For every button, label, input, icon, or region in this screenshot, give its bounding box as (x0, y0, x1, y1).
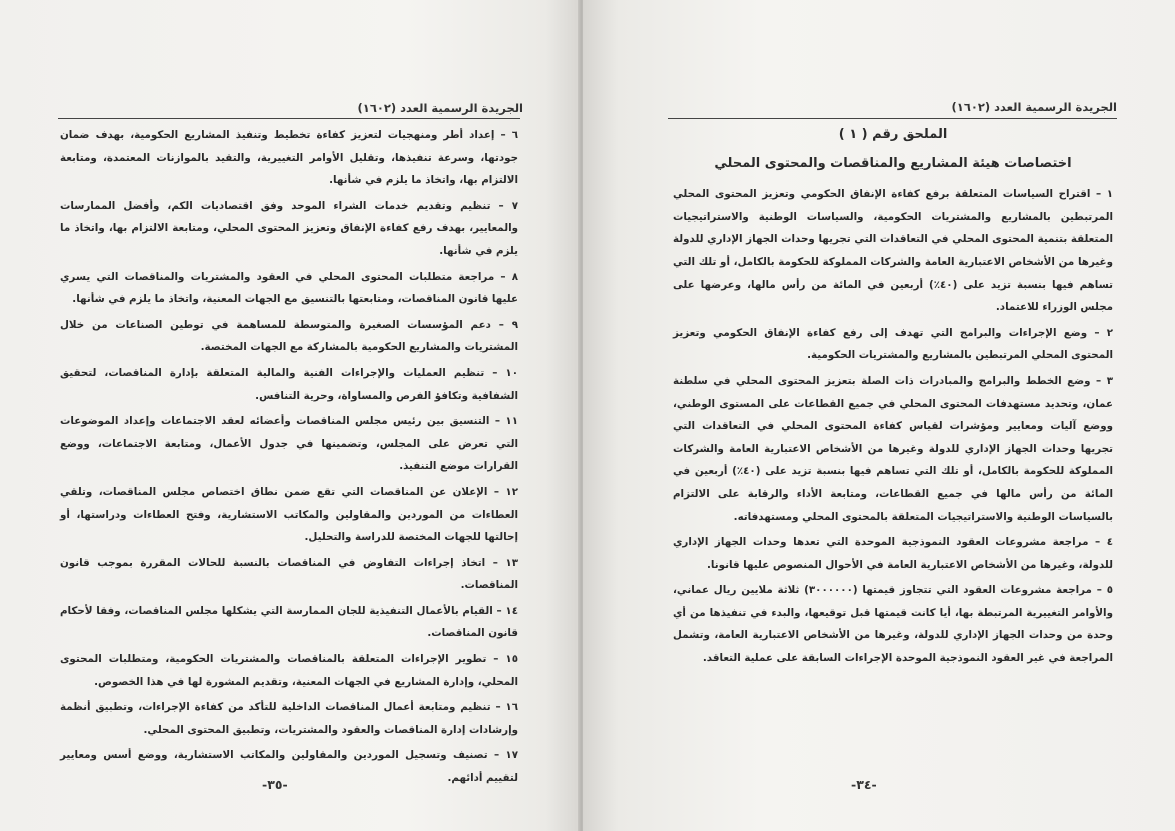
running-header: الجريدة الرسمية العدد (١٦٠٢) (357, 101, 523, 115)
page-number: -٣٤- (851, 777, 877, 792)
list-item: ١٠ – تنظيم العمليات والإجراءات الفنية والمالية المتعلقة بإدارة المناقصات، لتحقيق الشفافية وتكافؤ الفرص والمساواة، وحرية التنافس. (60, 366, 518, 402)
annex-title: الملحق رقم ( ١ ) (838, 127, 948, 142)
list-item: ٧ – تنظيم وتقديم خدمات الشراء الموحد وفق اقتصاديات الكم، وأفضل الممارسات والمعايير، بهدف رفع كفاءة الإنفاق وتعزيز المحتوى المحلي، ومتابعة الالتزام بها، واتخاذ ما يلزم في شأنها. (60, 199, 518, 257)
list-item: ١٢ – الإعلان عن المناقصات التي تقع ضمن نطاق اختصاص مجلس المناقصات، وتلقي العطاءات من الموردين والمقاولين والمكاتب الاستشارية، وفتح العطاءات ودراستها، أو إحالتها للجهات المختصة للدراسة والتحليل. (60, 485, 518, 544)
left-body (60, 124, 518, 793)
right-body (673, 124, 1113, 673)
list-item: ٢ – وضع الإجراءات والبرامج التي تهدف إلى رفع كفاءة الإنفاق الحكومي وتعزيز المحتوى المحلي المرتبطين بالمشاريع والمشتريات الحكومية. (673, 326, 1113, 362)
list-item: ٨ – مراجعة متطلبات المحتوى المحلي في العقود والمشتريات والمناقصات التي يسري عليها قانون المناقصات، ومتابعتها بالتنسيق مع الجهات المعنية، واتخاذ ما يلزم في شأنها. (60, 270, 518, 306)
list-item: ٥ – مراجعة مشروعات العقود التي تتجاوز قيمتها (٣٠٠٠٠٠٠) ثلاثة ملايين ريال عماني، والأوامر التغييرية المرتبطة بها، أيا كانت قيمتها قبل توقيعها، والبدء في تنفيذها من أي وحدة من وحدات الجهاز الإداري للدولة، وغيرها من الأشخاص الاعتبارية العامة، وتشمل المراجعة في غير العقود النموذجية الموحدة الإجراءات السابقة على عملية التعاقد. (673, 584, 1113, 665)
header-rule (668, 118, 1117, 119)
list-item: ١٤ – القيام بالأعمال التنفيذية للجان الممارسة التي يشكلها مجلس المناقصات، وفقا لأحكام قانون المناقصات. (60, 604, 518, 640)
list-item: ١٣ – اتخاذ إجراءات التفاوض في المناقصات بالنسبة للحالات المقررة بموجب قانون المناقصات. (60, 556, 518, 592)
left-page (0, 0, 580, 831)
list-item: ١ – اقتراح السياسات المتعلقة برفع كفاءة الإنفاق الحكومي وتعزيز المحتوى المحلي المرتبطين بالمشاريع والمشتريات الحكومية، والسياسات الوطنية والاستراتيجيات المتعلقة بتنمية المحتوى المحلي في التعاقدات التي تجريها وحدات الجهاز الإداري للدولة وغيرها من الأشخاص الاعتبارية العامة والشركات المملوكة للحكومة بالكامل، أو تلك التي تساهم فيها بنسبة تزيد على (٤٠٪) أربعين في المائة من رأس مالها، وعرضها على مجلس الوزراء للاعتماد. (673, 188, 1113, 314)
list-item: ١١ – التنسيق بين رئيس مجلس المناقصات وأعضائه لعقد الاجتماعات وإعداد الموضوعات التي تعرض على المجلس، وتضمينها في جدول الأعمال، ومتابعة الاجتماعات، ووضع القرارات موضع التنفيذ. (60, 415, 518, 473)
right-page (583, 0, 1175, 831)
section-title: اختصاصات هيئة المشاريع والمناقصات والمحتوى المحلي (714, 155, 1072, 171)
running-header: الجريدة الرسمية العدد (١٦٠٢) (951, 100, 1117, 114)
list-item: ١٦ – تنظيم ومتابعة أعمال المناقصات الداخلية للتأكد من كفاءة الإجراءات، وتطبيق أنظمة وإرشادات إدارة المناقصات والعقود والمشتريات، وتطبيق المحتوى المحلي. (60, 701, 518, 736)
list-item: ٤ – مراجعة مشروعات العقود النموذجية الموحدة التي تعدها وحدات الجهاز الإداري للدولة، وغيرها من الأشخاص الاعتبارية العامة في الأحوال المنصوص عليها قانونا. (673, 536, 1113, 571)
list-item: ٩ – دعم المؤسسات الصغيرة والمتوسطة للمساهمة في توطين الصناعات من خلال المشتريات والمشاريع الحكومية بالمشاركة مع الجهات المختصة. (60, 318, 518, 354)
header-rule (58, 118, 520, 119)
list-item: ٣ – وضع الخطط والبرامج والمبادرات ذات الصلة بتعزيز المحتوى المحلي في سلطنة عمان، وتحديد مستهدفات المحتوى المحلي في جميع القطاعات على المستوى الوطني، ووضع آليات ومعايير ومؤشرات لقياس كفاءة المحتوى المحلي في التعاقدات التي تجريها وحدات الجهاز الإداري للدولة وغيرها من الأشخاص الاعتبارية العامة والشركات المملوكة للحكومة بالكامل، أو تلك التي تساهم فيها بنسبة تزيد على (٤٠٪) أربعين في المائة من رأس مالها في جميع القطاعات، ومتابعة الأداء والرقابة على الالتزام بالسياسات الوطنية والاستراتيجيات المتعلقة بالمحتوى المحلي ومستهدفاته. (673, 374, 1113, 523)
list-item: ١٧ – تصنيف وتسجيل الموردين والمقاولين والمكاتب الاستشارية، ووضع أسس ومعايير لتقييم أدائهم. (60, 749, 518, 785)
list-item: ٦ – إعداد أطر ومنهجيات لتعزيز كفاءة تخطيط وتنفيذ المشاريع الحكومية، بهدف ضمان جودتها، وسرعة تنفيذها، وتقليل الأوامر التغييرية، والتقيد بالموازنات المعتمدة، ومتابعة الالتزام بها، واتخاذ ما يلزم في شأنها. (60, 129, 518, 187)
list-item: ١٥ – تطوير الإجراءات المتعلقة بالمناقصات والمشتريات الحكومية، ومتطلبات المحتوى المحلي، وإدارة المشاريع في الجهات المعنية، وتقديم المشورة لها في هذا الخصوص. (60, 653, 518, 688)
page-number: -٣٥- (262, 777, 288, 792)
